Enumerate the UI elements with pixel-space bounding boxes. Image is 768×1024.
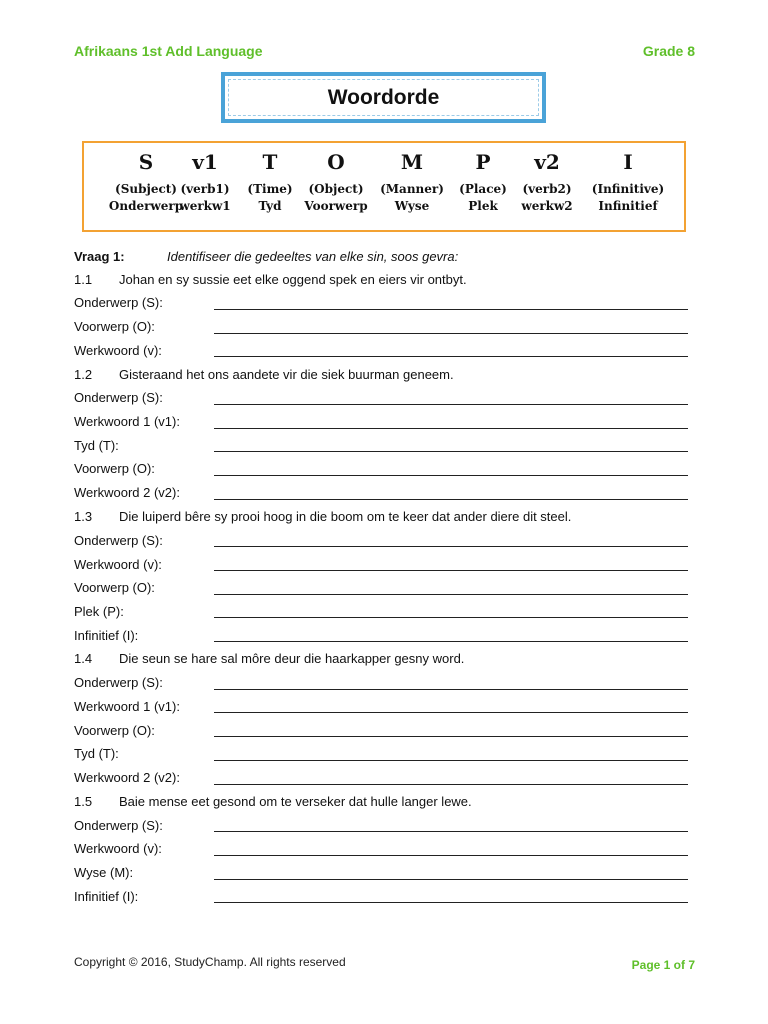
answer-line[interactable]	[214, 771, 688, 785]
answer-row	[74, 623, 688, 647]
answer-row	[74, 481, 688, 505]
question-sentence-row	[74, 267, 688, 291]
word-order-letter: P	[475, 150, 491, 174]
answer-line[interactable]	[214, 462, 688, 476]
answer-label: Werkwoord 2 (v2):	[74, 485, 180, 501]
word-order-english: (Time)	[247, 182, 293, 196]
answer-line[interactable]	[214, 581, 688, 595]
grade-heading: Grade 8	[642, 43, 695, 59]
answer-line[interactable]	[214, 320, 688, 334]
word-order-afrikaans: Onderwerp	[108, 199, 184, 213]
question-number: 1.1	[74, 271, 93, 287]
word-order-column	[578, 143, 678, 213]
question-sentence: Gisteraand het ons aandete vir die siek buurman geneem.	[119, 366, 454, 382]
subject-heading: Afrikaans 1st Add Language	[74, 43, 263, 59]
answer-label: Werkwoord 1 (v1):	[74, 698, 180, 714]
word-order-letter: M	[400, 150, 424, 174]
word-order-letter: I	[623, 150, 633, 174]
answer-line[interactable]	[214, 842, 688, 856]
question-sentence-row	[74, 789, 688, 813]
answer-label: Infinitief (I):	[74, 627, 139, 643]
word-order-english: (Manner)	[380, 182, 444, 196]
question-sentence: Die luiperd bêre sy prooi hoog in die boom om te keer dat ander diere dit steel.	[119, 509, 572, 524]
answer-line[interactable]	[214, 391, 688, 405]
answer-row	[74, 600, 688, 624]
answer-row	[74, 837, 688, 861]
answer-row	[74, 861, 688, 885]
answer-line[interactable]	[214, 438, 688, 452]
answer-label: Voorwerp (O):	[74, 580, 155, 596]
question-sentence: Johan en sy sussie eet elke oggend spek en eiers vir ontbyt.	[119, 271, 467, 287]
answer-row	[74, 386, 688, 410]
question-item	[74, 647, 688, 789]
answer-row	[74, 552, 688, 576]
word-order-afrikaans: Tyd	[258, 199, 282, 213]
answer-line[interactable]	[214, 866, 688, 880]
answer-line[interactable]	[214, 747, 688, 761]
copyright-text: Copyright © 2016, StudyChamp. All rights reserved	[74, 955, 346, 969]
question-header	[74, 246, 688, 267]
question-sentence-row	[74, 362, 688, 386]
word-order-letter: O	[327, 150, 345, 174]
question-section	[74, 246, 688, 908]
question-number: 1.2	[74, 366, 93, 382]
answer-label: Plek (P):	[74, 603, 124, 619]
word-order-english: (Place)	[459, 182, 507, 196]
answer-row	[74, 742, 688, 766]
answer-label: Tyd (T):	[74, 746, 119, 762]
question-item	[74, 789, 688, 908]
answer-line[interactable]	[214, 723, 688, 737]
answer-line[interactable]	[214, 604, 688, 618]
answer-label: Onderwerp (S):	[74, 675, 163, 691]
word-order-english: (Subject)	[115, 182, 177, 196]
answer-line[interactable]	[214, 557, 688, 571]
answer-label: Voorwerp (O):	[74, 319, 155, 335]
answer-label: Werkwoord 2 (v2):	[74, 770, 180, 786]
word-order-english: (Object)	[308, 182, 364, 196]
answer-line[interactable]	[214, 676, 688, 690]
question-sentence-row	[74, 505, 688, 529]
answer-line[interactable]	[214, 818, 688, 832]
page-title: Woordorde	[327, 85, 440, 109]
answer-row	[74, 718, 688, 742]
answer-row	[74, 884, 688, 908]
question-item	[74, 505, 688, 647]
answer-row	[74, 457, 688, 481]
answer-label: Voorwerp (O):	[74, 722, 155, 738]
answer-line[interactable]	[214, 533, 688, 547]
answer-label: Werkwoord (v):	[74, 342, 162, 358]
question-sentence-row	[74, 647, 688, 671]
answer-label: Onderwerp (S):	[74, 817, 163, 833]
word-order-letter: T	[262, 150, 278, 174]
question-number: 1.3	[74, 509, 93, 524]
answer-line[interactable]	[214, 699, 688, 713]
word-order-afrikaans: Plek	[468, 199, 498, 213]
word-order-afrikaans: Voorwerp	[304, 199, 368, 213]
answer-row	[74, 671, 688, 695]
answer-label: Werkwoord 1 (v1):	[74, 414, 180, 430]
question-number: 1.5	[74, 793, 93, 809]
answer-row	[74, 529, 688, 553]
answer-label: Werkwoord (v):	[74, 556, 162, 572]
word-order-afrikaans: Wyse	[394, 199, 430, 213]
answer-row	[74, 813, 688, 837]
word-order-afrikaans: werkw2	[521, 199, 573, 213]
word-order-letter: v2	[534, 150, 560, 174]
word-order-english: (Infinitive)	[591, 182, 665, 196]
answer-label: Onderwerp (S):	[74, 295, 163, 311]
answer-line[interactable]	[214, 486, 688, 500]
answer-label: Onderwerp (S):	[74, 532, 163, 548]
question-item	[74, 267, 688, 362]
word-order-afrikaans: Infinitief	[598, 199, 658, 213]
answer-row	[74, 433, 688, 457]
question-number: 1.4	[74, 651, 93, 667]
answer-label: Tyd (T):	[74, 437, 119, 453]
answer-row	[74, 291, 688, 315]
question-label: Vraag 1:	[74, 249, 125, 264]
answer-row	[74, 766, 688, 790]
answer-line[interactable]	[214, 628, 688, 642]
answer-row	[74, 338, 688, 362]
question-sentence: Baie mense eet gesond om te verseker dat hulle langer lewe.	[119, 793, 472, 809]
answer-label: Infinitief (I):	[74, 888, 139, 904]
answer-row	[74, 410, 688, 434]
answer-row	[74, 576, 688, 600]
answer-line[interactable]	[214, 296, 688, 310]
answer-label: Werkwoord (v):	[74, 841, 162, 857]
word-order-afrikaans: werkw1	[179, 199, 231, 213]
answer-label: Wyse (M):	[74, 865, 134, 881]
answer-line[interactable]	[214, 415, 688, 429]
answer-line[interactable]	[214, 889, 688, 903]
question-item	[74, 362, 688, 504]
answer-row	[74, 695, 688, 719]
page-number: Page 1 of 7	[631, 958, 695, 972]
word-order-letter: v1	[192, 150, 218, 174]
question-sentence: Die seun se hare sal môre deur die haarkapper gesny word.	[119, 651, 465, 667]
word-order-box	[82, 141, 686, 232]
word-order-english: (verb2)	[522, 182, 572, 196]
title-box	[221, 72, 546, 123]
word-order-english: (verb1)	[180, 182, 230, 196]
answer-line[interactable]	[214, 343, 688, 357]
question-instruction: Identifiseer die gedeeltes van elke sin, soos gevra:	[167, 249, 459, 264]
answer-label: Voorwerp (O):	[74, 461, 155, 477]
answer-row	[74, 315, 688, 339]
word-order-letter: S	[138, 150, 154, 174]
answer-label: Onderwerp (S):	[74, 390, 163, 406]
